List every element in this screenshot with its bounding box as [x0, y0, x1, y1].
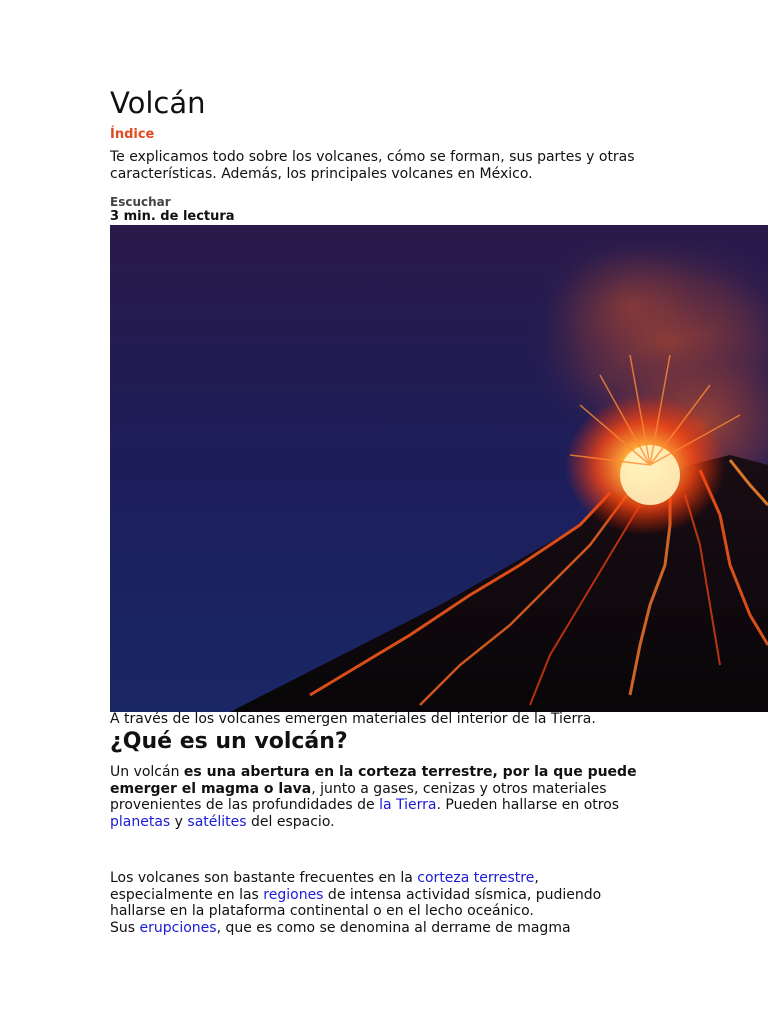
- link-la-tierra[interactable]: la Tierra: [379, 797, 437, 813]
- text-run: y: [170, 813, 188, 830]
- section-heading: ¿Qué es un volcán?: [110, 729, 348, 754]
- link-planetas[interactable]: planetas: [110, 813, 171, 830]
- volcano-eruption-image: [110, 225, 768, 712]
- text-run: Sus: [110, 919, 140, 936]
- text-run: Un volcán: [110, 764, 184, 780]
- text-run: del espacio.: [246, 813, 335, 830]
- page-title: Volcán: [110, 86, 206, 120]
- text-run: . Pueden hallarse en otros: [436, 797, 620, 813]
- reading-time: 3 min. de lectura: [110, 209, 235, 224]
- text-run: de intensa actividad sísmica, pudiendo hallarse en la plataforma continental o en el lecho oceánico.: [110, 886, 602, 919]
- paragraph-frequency: [110, 870, 640, 936]
- text-run: , especialmente en las: [110, 870, 539, 903]
- bold-definition: es una abertura en la corteza terrestre, por la que puede emerger el magma o lava: [110, 764, 637, 797]
- paragraph-definition: [110, 764, 640, 830]
- index-link[interactable]: Índice: [110, 127, 155, 142]
- listen-button[interactable]: Escuchar: [110, 195, 171, 209]
- link-erupciones[interactable]: erupciones: [139, 919, 217, 936]
- link-satelites[interactable]: satélites: [187, 813, 247, 830]
- text-run: Los volcanes son bastante frecuentes en la: [110, 870, 418, 886]
- image-caption: A través de los volcanes emergen materiales del interior de la Tierra.: [110, 711, 596, 727]
- link-corteza-terrestre[interactable]: corteza terrestre: [417, 870, 535, 886]
- text-run: , que es como se denomina al derrame de magma: [216, 919, 571, 936]
- intro-text: Te explicamos todo sobre los volcanes, cómo se forman, sus partes y otras características. Además, los principales volcanes en México.: [110, 149, 635, 182]
- text-run: , junto a gases, cenizas y otros materiales provenientes de las profundidades de: [110, 780, 607, 813]
- link-regiones[interactable]: regiones: [263, 886, 324, 903]
